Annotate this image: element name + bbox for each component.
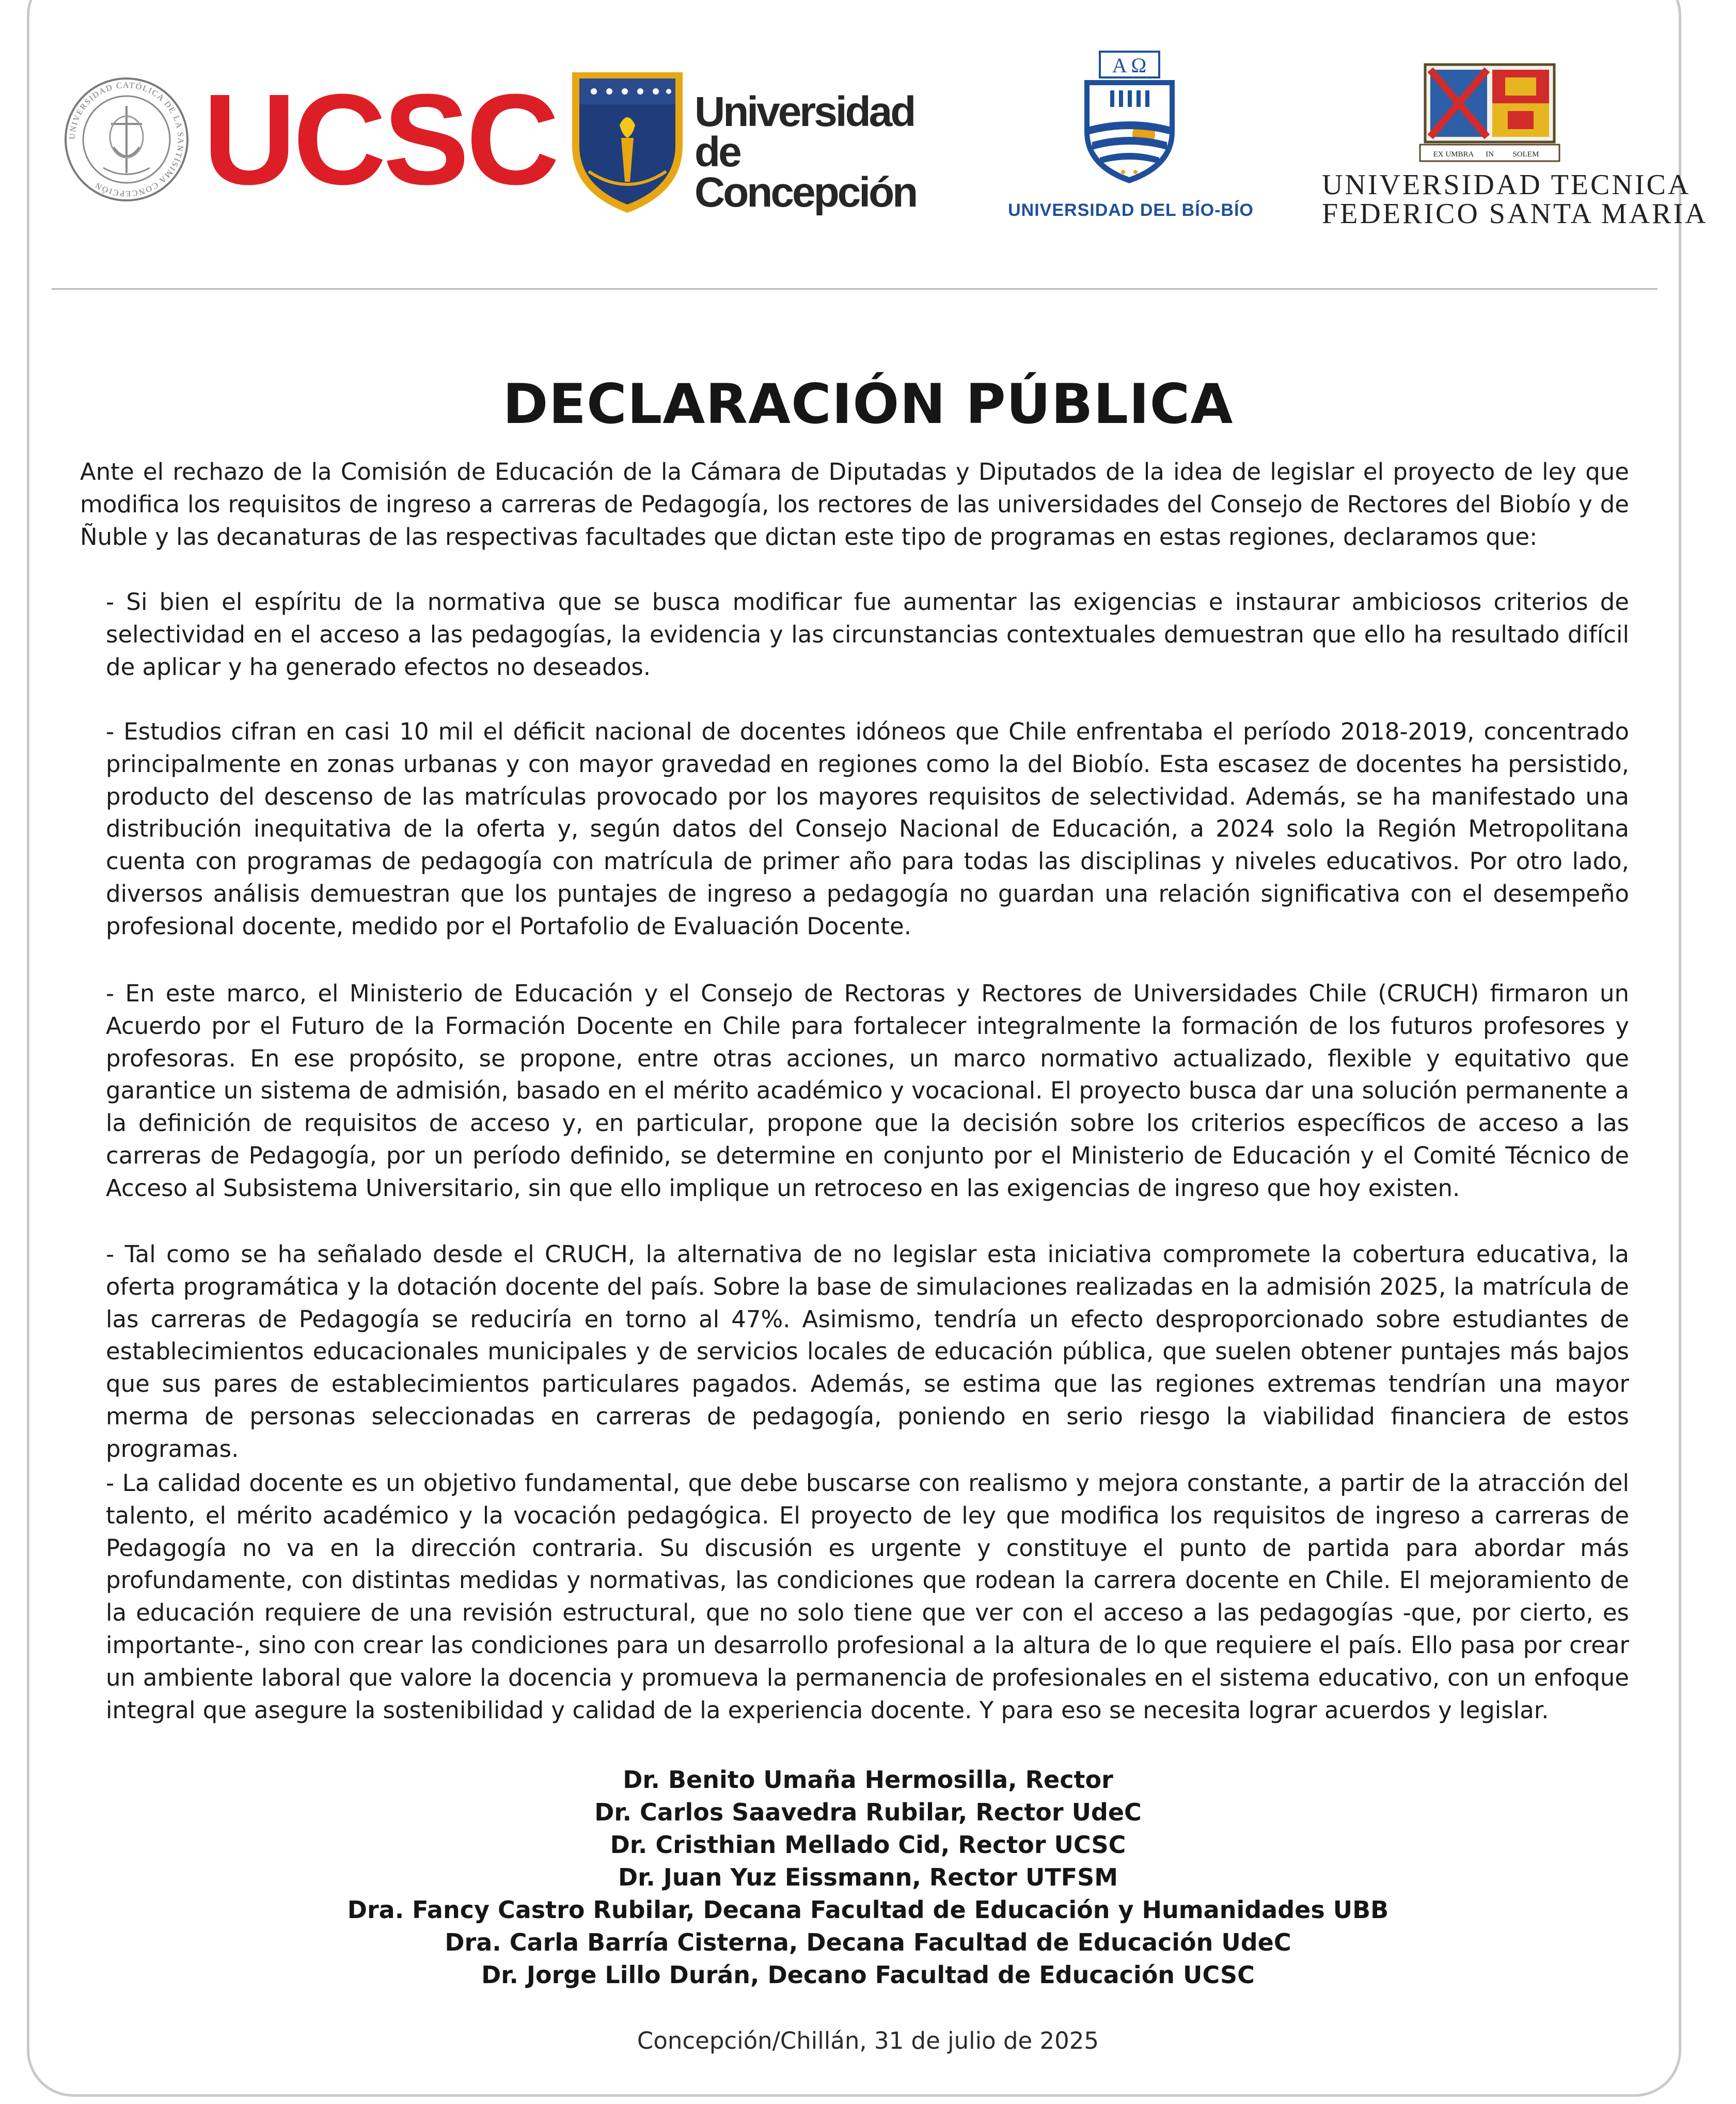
signatory-4: Dr. Juan Yuz Eissmann, Rector UTFSM [618,1863,1118,1891]
udec-wordmark-line1: Universidad [695,88,914,135]
utfsm-motto-left: EX UMBRA [1433,150,1474,159]
utfsm-motto-mid: IN [1486,150,1494,159]
utfsm-motto-right: SOLEM [1512,150,1539,159]
ubb-wordmark: UNIVERSIDAD DEL BÍO-BÍO [1008,200,1254,220]
bullet-paragraph-5: - La calidad docente es un objetivo fundamental, que debe buscarse con realismo y mejora constante, a partir de la atracción del talento, el mérito académico y la vocación pedagógica. El proyecto de ley que modifica los requisitos de ingreso a carreras de Pedagogía no va en la dirección contraria. Su discusión es urgente y constituye el punto de partida para abordar más profundamente, con distintas medidas y normativas, las condiciones que rodean la carrera docente en Chile. El mejoramiento de la educación requiere de una revisión estructural, que no solo tiene que ver con el acceso a las pedagogías -que, por cierto, es importante-, sino con crear las condiciones para un desarrollo profesional a la altura de lo que requiere el país. Ello pasa por crear un ambiente laboral que valore la docencia y promueva la permanencia de profesionales en el sistema educativo, con un enfoque integral que asegure la sostenibilidad y calidad de la experiencia docente. Y para eso se necesita lograr acuerdos y legislar. [106,1469,1629,1724]
bullet-paragraph-2: - Estudios cifran en casi 10 mil el déficit nacional de docentes idóneos que Chile enfrentaba el período 2018-2019, concentrado principalmente en zonas urbanas y con mayor gravedad en regiones como la del Biobío. Esta escasez de docentes ha persistido, producto del descenso de las matrículas provocado por los mayores requisitos de selectividad. Además, se ha manifestado una distribución inequitativa de la oferta y, según datos del Consejo Nacional de Educación, a 2024 solo la Región Metropolitana cuenta con programas de pedagogía con matrícula de primer año para todas las disciplinas y niveles educativos. Por otro lado, diversos análisis demuestran que los puntajes de ingreso a pedagogía no guardan una relación significativa con el desempeño profesional docente, medido por el Portafolio de Evaluación Docente. [106,718,1629,940]
signatories-block [0,1764,1736,1991]
bullet-paragraph-1: - Si bien el espíritu de la normativa que se busca modificar fue aumentar las exigencias e instaurar ambiciosos criterios de selectividad en el acceso a las pedagogías, la evidencia y las circunstancias contextuales demuestran que ello ha resultado difícil de aplicar y ha generado efectos no deseados. [106,588,1629,681]
udec-wordmark-line2: de Concepción [695,129,917,216]
signatory-5: Dra. Fancy Castro Rubilar, Decana Facultad de Educación y Humanidades UBB [347,1896,1389,1924]
utfsm-wordmark-line2: FEDERICO SANTA MARIA [1322,198,1708,230]
bullet-paragraph-3: - En este marco, el Ministerio de Educación y el Consejo de Rectoras y Rectores de Universidades Chile (CRUCH) firmaron un Acuerdo por el Futuro de la Formación Docente en Chile para fortalecer integralmente la formación de los futuros profesores y profesoras. En ese propósito, se propone, entre otras acciones, un marco normativo actualizado, flexible y equitativo que garantice un sistema de admisión, basado en el mérito académico y vocacional. El proyecto busca dar una solución permanente a la definición de requisitos de acceso y, en particular, propone que la decisión sobre los criterios específicos de acceso a las carreras de Pedagogía, por un período definido, se determine en conjunto por el Ministerio de Educación y el Comité Técnico de Acceso al Subsistema Universitario, sin que ello implique un retroceso en las exigencias de ingreso que hoy existen. [106,980,1629,1202]
ucsc-seal-text: UNIVERSIDAD CATÓLICA DE LA SANTÍSIMA CONCEPCIÓN [68,81,185,198]
ucsc-wordmark: UCSC [203,67,557,211]
signatory-1: Dr. Benito Umaña Hermosilla, Rector [623,1766,1113,1794]
utfsm-wordmark-line1: UNIVERSIDAD TECNICA [1322,169,1691,201]
intro-paragraph: Ante el rechazo de la Comisión de Educación de la Cámara de Diputadas y Diputados de la idea de legislar el proyecto de ley que modifica los requisitos de ingreso a carreras de Pedagogía, los rectores de las universidades del Consejo de Rectores del Biobío y de Ñuble y las decanaturas de las respectivas facultades que dictan este tipo de programas en estas regiones, declaramos que: [80,458,1629,551]
signatory-7: Dr. Jorge Lillo Durán, Decano Facultad de Educación UCSC [481,1961,1255,1989]
place-date-line: Concepción/Chillán, 31 de julio de 2025 [637,2027,1099,2054]
signatory-3: Dr. Cristhian Mellado Cid, Rector UCSC [610,1831,1126,1859]
ubb-shield-letters: A Ω [1112,54,1147,77]
page-title: DECLARACIÓN PÚBLICA [502,372,1234,436]
bullet-paragraph-4: - Tal como se ha señalado desde el CRUCH, la alternativa de no legislar esta iniciativa compromete la cobertura educativa, la oferta programática y la dotación docente del país. Sobre la base de simulaciones realizadas en la admisión 2025, la matrícula de las carreras de Pedagogía se reduciría en torno al 47%. Asimismo, tendría un efecto desproporcionado sobre estudiantes de establecimientos educacionales municipales y de servicios locales de educación pública, que suelen obtener puntajes más bajos que sus pares de establecimientos particulares pagados. Además, se estima que las regiones extremas tendrían una mayor merma de personas seleccionadas en carreras de pedagogía, poniendo en serio riesgo la viabilidad financiera de estos programas. [106,1241,1629,1463]
signatory-2: Dr. Carlos Saavedra Rubilar, Rector UdeC [594,1798,1142,1826]
signatory-6: Dra. Carla Barría Cisterna, Decana Facultad de Educación UdeC [445,1928,1291,1956]
